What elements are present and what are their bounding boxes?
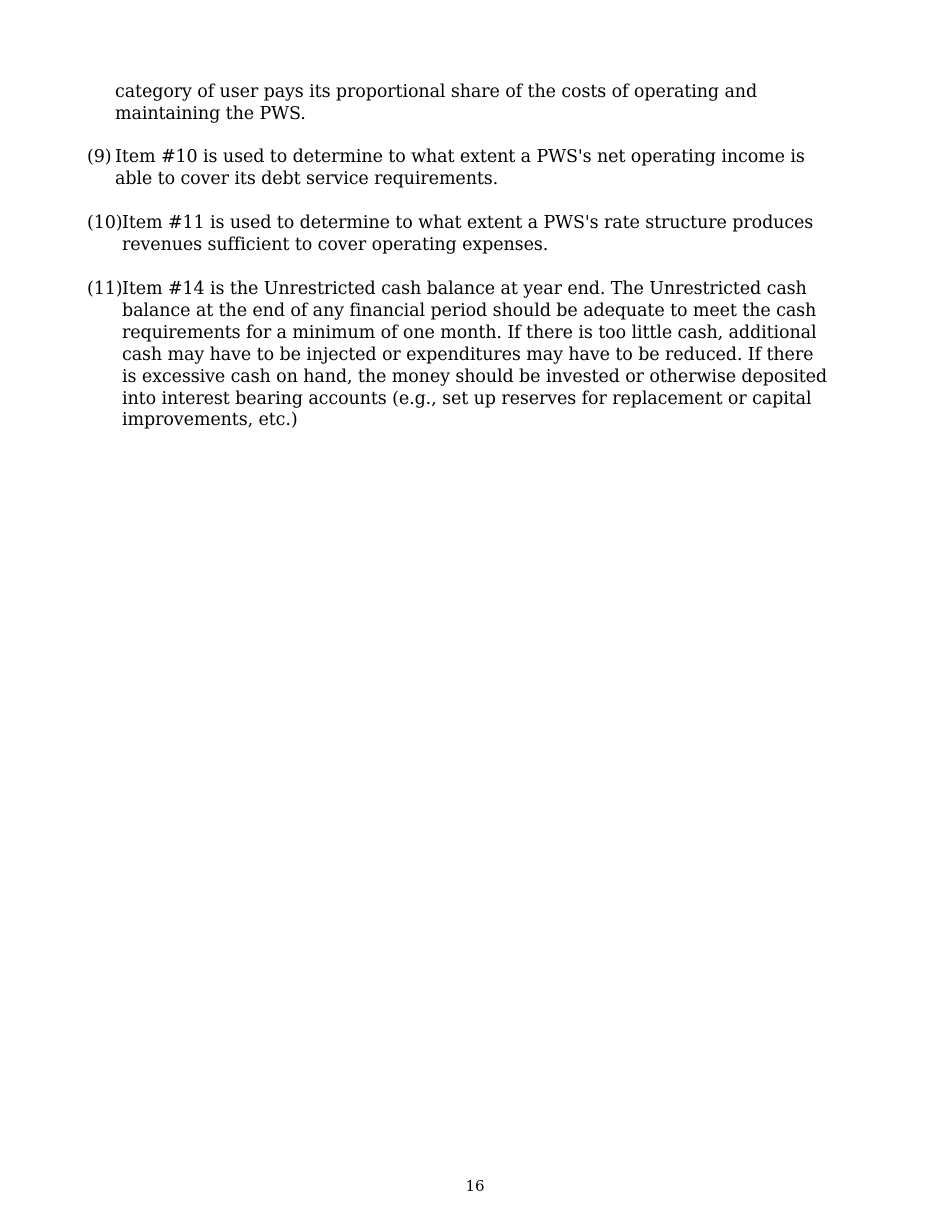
- page-number: 16: [465, 1177, 485, 1195]
- paragraph-line: Item #10 is used to determine to what extent a PWS's net operating income is: [115, 147, 805, 167]
- paragraph-line: category of user pays its proportional share of the costs of operating and: [115, 82, 758, 102]
- paragraph-line: into interest bearing accounts (e.g., set up reserves for replacement or capital: [122, 388, 812, 409]
- paragraph-line: requirements for a minimum of one month. If there is too little cash, additional: [122, 322, 817, 343]
- paragraph-line: cash may have to be injected or expenditures may have to be reduced. If there: [122, 344, 814, 365]
- list-item-marker: (9): [87, 147, 112, 167]
- list-item-body: [87, 147, 805, 191]
- paragraph-line: Item #11 is used to determine to what extent a PWS's rate structure produces: [122, 213, 814, 233]
- paragraph-line: improvements, etc.): [122, 410, 298, 431]
- paragraph-line: maintaining the PWS.: [115, 103, 306, 124]
- list-item-9: [87, 147, 805, 191]
- paragraph-line: revenues sufficient to cover operating expenses.: [122, 234, 549, 255]
- list-item-11: [87, 279, 827, 432]
- paragraph-line: Item #14 is the Unrestricted cash balance at year end. The Unrestricted cash: [122, 279, 807, 299]
- list-item-body: [87, 279, 827, 432]
- paragraph-line: balance at the end of any financial period should be adequate to meet the cash: [122, 300, 817, 321]
- list-item-10: [87, 213, 813, 257]
- list-item-body: [87, 213, 813, 257]
- continuation-paragraph: [115, 82, 757, 126]
- paragraph-line: is excessive cash on hand, the money should be invested or otherwise deposited: [122, 366, 827, 387]
- list-item-marker: (11): [87, 279, 123, 299]
- paragraph-line: able to cover its debt service requirements.: [115, 168, 499, 189]
- list-item-marker: (10): [87, 213, 123, 233]
